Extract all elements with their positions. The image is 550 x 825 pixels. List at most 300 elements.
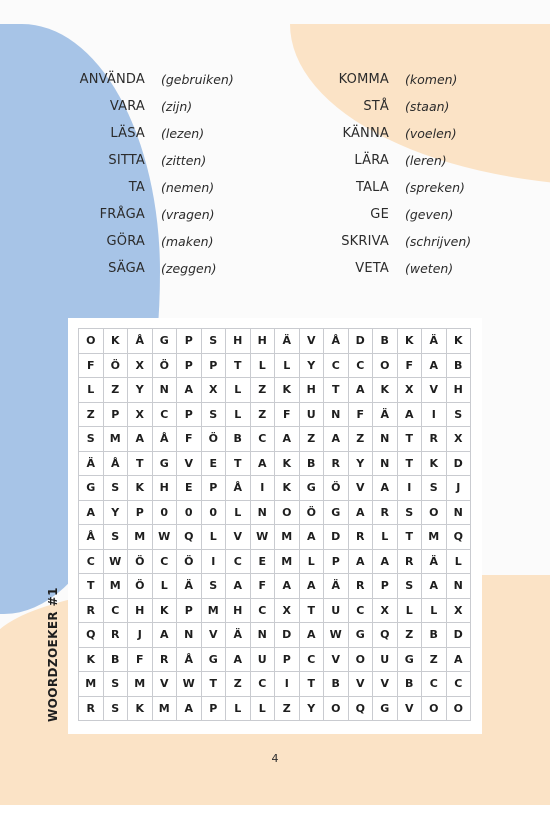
grid-cell[interactable]: L xyxy=(251,354,276,379)
grid-cell[interactable]: Ä xyxy=(79,452,104,477)
word-translation: (zijn) xyxy=(161,99,193,114)
grid-cell[interactable]: Å xyxy=(128,329,153,354)
grid-cell[interactable]: P xyxy=(202,354,227,379)
grid-cell[interactable]: N xyxy=(373,427,398,452)
word-item xyxy=(0,174,550,201)
grid-cell[interactable]: Å xyxy=(226,476,251,501)
grid-cell[interactable]: H xyxy=(226,329,251,354)
grid-cell[interactable]: E xyxy=(251,550,276,575)
grid-cell[interactable]: O xyxy=(79,329,104,354)
grid-cell[interactable]: O xyxy=(447,697,472,722)
word-swedish: ANVÄNDA xyxy=(79,72,145,87)
word-item xyxy=(0,147,550,174)
grid-cell[interactable]: Ä xyxy=(275,329,300,354)
grid-cell[interactable]: T xyxy=(202,672,227,697)
grid-cell[interactable]: A xyxy=(226,574,251,599)
grid-cell[interactable]: M xyxy=(275,550,300,575)
grid-cell[interactable]: G xyxy=(79,476,104,501)
grid-cell[interactable]: Ä xyxy=(226,623,251,648)
grid-cell[interactable]: R xyxy=(324,452,349,477)
word-swedish: LÄSA xyxy=(110,126,145,141)
grid-cell[interactable]: S xyxy=(104,697,129,722)
word-translation: (geven) xyxy=(405,207,454,222)
word-swedish: SKRIVA xyxy=(341,234,389,249)
grid-cell[interactable]: K xyxy=(422,452,447,477)
grid-cell[interactable]: K xyxy=(128,697,153,722)
grid-cell[interactable]: P xyxy=(177,403,202,428)
grid-cell[interactable]: T xyxy=(300,599,325,624)
grid-cell[interactable]: L xyxy=(300,550,325,575)
grid-cell[interactable]: A xyxy=(373,550,398,575)
grid-cell[interactable]: Q xyxy=(447,525,472,550)
word-swedish: SÄGA xyxy=(108,261,145,276)
grid-cell[interactable]: I xyxy=(422,403,447,428)
grid-cell[interactable]: S xyxy=(202,329,227,354)
word-translation: (maken) xyxy=(161,234,214,249)
grid-cell[interactable]: P xyxy=(373,574,398,599)
grid-cell[interactable]: H xyxy=(251,329,276,354)
grid-cell[interactable]: O xyxy=(422,697,447,722)
grid-cell[interactable]: Y xyxy=(128,378,153,403)
grid-cell[interactable]: O xyxy=(324,697,349,722)
grid-cell[interactable]: G xyxy=(300,476,325,501)
grid-cell[interactable]: P xyxy=(104,403,129,428)
word-item xyxy=(0,120,550,147)
grid-cell[interactable]: T xyxy=(398,525,423,550)
grid-cell[interactable]: C xyxy=(422,672,447,697)
word-translation: (schrijven) xyxy=(405,234,472,249)
grid-cell[interactable]: A xyxy=(422,574,447,599)
grid-cell[interactable]: M xyxy=(128,525,153,550)
grid-cell[interactable]: F xyxy=(251,574,276,599)
word-translation: (gebruiken) xyxy=(161,72,234,87)
grid-cell[interactable]: J xyxy=(447,476,472,501)
word-search-card xyxy=(68,318,482,734)
grid-cell[interactable]: H xyxy=(226,599,251,624)
grid-cell[interactable]: V xyxy=(349,476,374,501)
grid-cell[interactable]: W xyxy=(324,623,349,648)
page-number: 4 xyxy=(271,752,279,765)
grid-cell[interactable]: X xyxy=(447,427,472,452)
grid-cell[interactable]: L xyxy=(251,697,276,722)
grid-cell[interactable]: X xyxy=(128,403,153,428)
grid-cell[interactable]: P xyxy=(275,648,300,673)
grid-cell[interactable]: C xyxy=(251,672,276,697)
grid-cell[interactable]: Ö xyxy=(177,550,202,575)
grid-cell[interactable]: M xyxy=(422,525,447,550)
grid-cell[interactable]: Ä xyxy=(422,329,447,354)
grid-cell[interactable]: V xyxy=(349,672,374,697)
grid-cell[interactable]: A xyxy=(349,550,374,575)
grid-cell[interactable]: G xyxy=(373,697,398,722)
grid-cell[interactable]: R xyxy=(153,648,178,673)
grid-cell[interactable]: M xyxy=(104,574,129,599)
word-swedish: GE xyxy=(370,207,389,222)
grid-cell[interactable]: I xyxy=(202,550,227,575)
grid-cell[interactable]: E xyxy=(177,476,202,501)
grid-cell[interactable]: S xyxy=(398,574,423,599)
grid-cell[interactable]: V xyxy=(373,672,398,697)
grid-cell[interactable]: Z xyxy=(251,378,276,403)
grid-cell[interactable]: Z xyxy=(226,672,251,697)
word-item xyxy=(0,255,550,282)
word-translation: (staan) xyxy=(405,99,450,114)
grid-cell[interactable]: S xyxy=(202,574,227,599)
grid-cell[interactable]: M xyxy=(202,599,227,624)
grid-cell[interactable]: N xyxy=(153,378,178,403)
grid-cell[interactable]: T xyxy=(79,574,104,599)
grid-cell[interactable]: Z xyxy=(79,403,104,428)
grid-cell[interactable]: P xyxy=(128,501,153,526)
grid-cell[interactable]: Ä xyxy=(373,403,398,428)
grid-cell[interactable]: K xyxy=(275,452,300,477)
word-item xyxy=(0,66,550,93)
grid-cell[interactable]: A xyxy=(300,525,325,550)
grid-cell[interactable]: U xyxy=(324,599,349,624)
grid-cell[interactable]: F xyxy=(349,403,374,428)
grid-cell[interactable]: K xyxy=(373,378,398,403)
grid-cell[interactable]: V xyxy=(422,378,447,403)
grid-cell[interactable]: Å xyxy=(324,329,349,354)
grid-cell[interactable]: O xyxy=(275,501,300,526)
word-swedish: VETA xyxy=(355,261,389,276)
grid-cell[interactable]: G xyxy=(202,648,227,673)
grid-cell[interactable]: 0 xyxy=(202,501,227,526)
grid-cell[interactable]: P xyxy=(177,329,202,354)
grid-cell[interactable]: G xyxy=(153,329,178,354)
grid-cell[interactable]: R xyxy=(349,574,374,599)
grid-cell[interactable]: W xyxy=(251,525,276,550)
grid-cell[interactable]: T xyxy=(128,452,153,477)
grid-cell[interactable]: Ä xyxy=(422,550,447,575)
word-translation: (vragen) xyxy=(161,207,215,222)
grid-cell[interactable]: N xyxy=(324,403,349,428)
grid-cell[interactable]: Ö xyxy=(104,354,129,379)
grid-cell[interactable]: Z xyxy=(251,403,276,428)
grid-cell[interactable]: V xyxy=(177,452,202,477)
grid-cell[interactable]: B xyxy=(300,452,325,477)
grid-cell[interactable]: A xyxy=(177,697,202,722)
grid-cell[interactable]: F xyxy=(177,427,202,452)
grid-cell[interactable]: Å xyxy=(79,525,104,550)
grid-cell[interactable]: L xyxy=(153,574,178,599)
word-translation: (nemen) xyxy=(161,180,215,195)
grid-cell[interactable]: Ö xyxy=(153,354,178,379)
grid-cell[interactable]: A xyxy=(373,476,398,501)
grid-cell[interactable]: A xyxy=(251,452,276,477)
grid-cell[interactable]: B xyxy=(226,427,251,452)
grid-cell[interactable]: A xyxy=(422,354,447,379)
grid-cell[interactable]: N xyxy=(447,501,472,526)
grid-cell[interactable]: S xyxy=(447,403,472,428)
grid-cell[interactable]: H xyxy=(447,378,472,403)
grid-cell[interactable]: P xyxy=(177,599,202,624)
grid-cell[interactable]: S xyxy=(79,427,104,452)
grid-cell[interactable]: Ö xyxy=(128,574,153,599)
grid-cell[interactable]: Ö xyxy=(300,501,325,526)
grid-cell[interactable]: L xyxy=(226,697,251,722)
grid-cell[interactable]: F xyxy=(128,648,153,673)
grid-cell[interactable]: B xyxy=(373,329,398,354)
grid-cell[interactable]: A xyxy=(177,378,202,403)
grid-cell[interactable]: X xyxy=(128,354,153,379)
grid-cell[interactable]: L xyxy=(226,403,251,428)
grid-cell[interactable]: 0 xyxy=(153,501,178,526)
grid-cell[interactable]: D xyxy=(275,623,300,648)
grid-cell[interactable]: B xyxy=(324,672,349,697)
grid-cell[interactable]: Z xyxy=(104,378,129,403)
grid-cell[interactable]: K xyxy=(153,599,178,624)
word-swedish: KOMMA xyxy=(338,72,389,87)
grid-cell[interactable]: T xyxy=(324,378,349,403)
grid-cell[interactable]: S xyxy=(104,476,129,501)
grid-cell[interactable]: A xyxy=(324,427,349,452)
grid-cell[interactable]: A xyxy=(300,574,325,599)
grid-cell[interactable]: Y xyxy=(300,354,325,379)
grid-cell[interactable]: C xyxy=(153,550,178,575)
word-swedish: TA xyxy=(128,180,145,195)
grid-cell[interactable]: W xyxy=(104,550,129,575)
grid-cell[interactable]: L xyxy=(202,525,227,550)
grid-cell[interactable]: Ä xyxy=(177,574,202,599)
grid-cell[interactable]: T xyxy=(398,427,423,452)
grid-cell[interactable]: J xyxy=(128,623,153,648)
grid-cell[interactable]: K xyxy=(104,329,129,354)
grid-cell[interactable]: D xyxy=(349,329,374,354)
grid-cell[interactable]: H xyxy=(128,599,153,624)
grid-cell[interactable]: V xyxy=(226,525,251,550)
grid-cell[interactable]: Z xyxy=(398,623,423,648)
word-item xyxy=(0,228,550,255)
grid-cell[interactable]: T xyxy=(398,452,423,477)
grid-cell[interactable]: N xyxy=(373,452,398,477)
grid-cell[interactable]: A xyxy=(349,378,374,403)
word-translation: (spreken) xyxy=(405,180,465,195)
grid-cell[interactable]: B xyxy=(422,623,447,648)
word-translation: (weten) xyxy=(405,261,454,276)
grid-cell[interactable]: C xyxy=(226,550,251,575)
word-swedish: FRÅGA xyxy=(99,207,145,222)
grid-cell[interactable]: A xyxy=(275,574,300,599)
grid-cell[interactable]: S xyxy=(398,501,423,526)
grid-cell[interactable]: C xyxy=(79,550,104,575)
grid-cell[interactable]: S xyxy=(104,672,129,697)
word-swedish: GÖRA xyxy=(106,234,145,249)
grid-cell[interactable]: B xyxy=(104,648,129,673)
grid-cell[interactable]: K xyxy=(79,648,104,673)
grid-cell[interactable]: A xyxy=(226,648,251,673)
grid-cell[interactable]: O xyxy=(422,501,447,526)
grid-cell[interactable]: C xyxy=(104,599,129,624)
grid-cell[interactable]: X xyxy=(373,599,398,624)
grid-cell[interactable]: Å xyxy=(153,427,178,452)
grid-cell[interactable]: V xyxy=(202,623,227,648)
grid-cell[interactable]: Z xyxy=(422,648,447,673)
word-translation: (zeggen) xyxy=(161,261,217,276)
grid-cell[interactable]: C xyxy=(324,354,349,379)
grid-cell[interactable]: M xyxy=(275,525,300,550)
grid-cell[interactable]: X xyxy=(275,599,300,624)
grid-cell[interactable]: S xyxy=(202,403,227,428)
grid-cell[interactable]: L xyxy=(373,525,398,550)
grid-cell[interactable]: X xyxy=(447,599,472,624)
grid-cell[interactable]: C xyxy=(300,648,325,673)
grid-cell[interactable]: A xyxy=(398,403,423,428)
grid-cell[interactable]: R xyxy=(79,599,104,624)
page-title: WOORDZOEKER #1 xyxy=(46,587,60,722)
word-translation: (komen) xyxy=(405,72,458,87)
grid-cell[interactable]: Q xyxy=(177,525,202,550)
grid-cell[interactable]: B xyxy=(398,672,423,697)
grid-cell[interactable]: X xyxy=(398,378,423,403)
grid-cell[interactable]: M xyxy=(79,672,104,697)
grid-cell[interactable]: K xyxy=(447,329,472,354)
grid-cell[interactable]: Ö xyxy=(128,550,153,575)
word-item xyxy=(0,201,550,228)
grid-cell[interactable]: B xyxy=(447,354,472,379)
grid-cell[interactable]: Y xyxy=(349,452,374,477)
grid-cell[interactable]: U xyxy=(251,648,276,673)
grid-cell[interactable]: I xyxy=(398,476,423,501)
grid-cell[interactable]: F xyxy=(398,354,423,379)
grid-cell[interactable]: O xyxy=(373,354,398,379)
grid-cell[interactable]: R xyxy=(373,501,398,526)
grid-cell[interactable]: Q xyxy=(349,697,374,722)
grid-cell[interactable]: N xyxy=(251,501,276,526)
grid-cell[interactable]: P xyxy=(202,476,227,501)
grid-cell[interactable]: F xyxy=(275,403,300,428)
word-swedish: LÄRA xyxy=(354,153,389,168)
grid-cell[interactable]: P xyxy=(202,697,227,722)
grid-cell[interactable]: G xyxy=(324,501,349,526)
grid-cell[interactable]: O xyxy=(349,648,374,673)
grid-cell[interactable]: N xyxy=(251,623,276,648)
grid-cell[interactable]: X xyxy=(202,378,227,403)
grid-cell[interactable]: L xyxy=(398,599,423,624)
grid-cell[interactable]: I xyxy=(275,672,300,697)
grid-cell[interactable]: U xyxy=(300,403,325,428)
grid-cell[interactable]: E xyxy=(202,452,227,477)
word-swedish: KÄNNA xyxy=(342,126,389,141)
grid-cell[interactable]: Ö xyxy=(324,476,349,501)
grid-cell[interactable]: Ä xyxy=(324,574,349,599)
grid-cell[interactable]: I xyxy=(251,476,276,501)
word-search-grid xyxy=(78,328,471,721)
grid-cell[interactable]: V xyxy=(153,672,178,697)
grid-cell[interactable]: A xyxy=(275,427,300,452)
grid-cell[interactable]: W xyxy=(177,672,202,697)
grid-cell[interactable]: R xyxy=(422,427,447,452)
grid-cell[interactable]: 0 xyxy=(177,501,202,526)
grid-cell[interactable]: K xyxy=(128,476,153,501)
grid-cell[interactable]: N xyxy=(177,623,202,648)
grid-cell[interactable]: L xyxy=(226,501,251,526)
grid-cell[interactable]: R xyxy=(104,623,129,648)
grid-cell[interactable]: Å xyxy=(177,648,202,673)
word-translation: (voelen) xyxy=(405,126,457,141)
grid-cell[interactable]: W xyxy=(153,525,178,550)
word-swedish: STÅ xyxy=(363,99,389,114)
word-swedish: VARA xyxy=(109,99,145,114)
grid-cell[interactable]: L xyxy=(226,378,251,403)
word-translation: (lezen) xyxy=(161,126,205,141)
grid-cell[interactable]: M xyxy=(128,672,153,697)
grid-cell[interactable]: D xyxy=(324,525,349,550)
grid-cell[interactable]: Å xyxy=(104,452,129,477)
grid-cell[interactable]: R xyxy=(79,697,104,722)
grid-cell[interactable]: T xyxy=(226,452,251,477)
grid-cell[interactable]: V xyxy=(300,329,325,354)
grid-cell[interactable]: G xyxy=(153,452,178,477)
grid-cell[interactable]: A xyxy=(128,427,153,452)
grid-cell[interactable]: P xyxy=(324,550,349,575)
grid-cell[interactable]: A xyxy=(300,623,325,648)
grid-cell[interactable]: V xyxy=(398,697,423,722)
grid-cell[interactable]: C xyxy=(349,599,374,624)
grid-cell[interactable]: D xyxy=(447,452,472,477)
grid-cell[interactable]: L xyxy=(447,550,472,575)
grid-cell[interactable]: T xyxy=(300,672,325,697)
grid-cell[interactable]: R xyxy=(349,525,374,550)
word-translation: (zitten) xyxy=(161,153,207,168)
grid-cell[interactable]: Q xyxy=(79,623,104,648)
grid-cell[interactable]: Z xyxy=(300,427,325,452)
grid-cell[interactable]: C xyxy=(349,354,374,379)
grid-cell[interactable]: M xyxy=(153,697,178,722)
grid-cell[interactable]: Ö xyxy=(202,427,227,452)
grid-cell[interactable]: Y xyxy=(104,501,129,526)
grid-cell[interactable]: L xyxy=(275,354,300,379)
grid-cell[interactable]: A xyxy=(79,501,104,526)
grid-cell[interactable]: Y xyxy=(300,697,325,722)
grid-cell[interactable]: A xyxy=(447,648,472,673)
grid-cell[interactable]: H xyxy=(153,476,178,501)
grid-cell[interactable]: L xyxy=(79,378,104,403)
grid-cell[interactable]: K xyxy=(398,329,423,354)
grid-cell[interactable]: N xyxy=(447,574,472,599)
grid-cell[interactable]: S xyxy=(422,476,447,501)
grid-cell[interactable]: Z xyxy=(275,697,300,722)
word-swedish: TALA xyxy=(355,180,389,195)
grid-cell[interactable]: K xyxy=(275,476,300,501)
grid-cell[interactable]: A xyxy=(349,501,374,526)
grid-cell[interactable]: T xyxy=(226,354,251,379)
grid-cell[interactable]: G xyxy=(349,623,374,648)
grid-cell[interactable]: F xyxy=(79,354,104,379)
grid-cell[interactable]: A xyxy=(153,623,178,648)
grid-cell[interactable]: V xyxy=(324,648,349,673)
grid-cell[interactable]: L xyxy=(422,599,447,624)
word-swedish: SITTA xyxy=(108,153,145,168)
grid-cell[interactable]: G xyxy=(398,648,423,673)
grid-cell[interactable]: U xyxy=(373,648,398,673)
grid-cell[interactable]: Q xyxy=(373,623,398,648)
grid-cell[interactable]: M xyxy=(104,427,129,452)
grid-cell[interactable]: S xyxy=(104,525,129,550)
grid-cell[interactable]: Z xyxy=(349,427,374,452)
grid-cell[interactable]: P xyxy=(177,354,202,379)
word-item xyxy=(0,93,550,120)
grid-cell[interactable]: C xyxy=(447,672,472,697)
grid-cell[interactable]: C xyxy=(251,427,276,452)
grid-cell[interactable]: C xyxy=(153,403,178,428)
grid-cell[interactable]: R xyxy=(398,550,423,575)
word-translation: (leren) xyxy=(405,153,447,168)
grid-cell[interactable]: C xyxy=(251,599,276,624)
grid-cell[interactable]: D xyxy=(447,623,472,648)
grid-cell[interactable]: K xyxy=(275,378,300,403)
grid-cell[interactable]: H xyxy=(300,378,325,403)
